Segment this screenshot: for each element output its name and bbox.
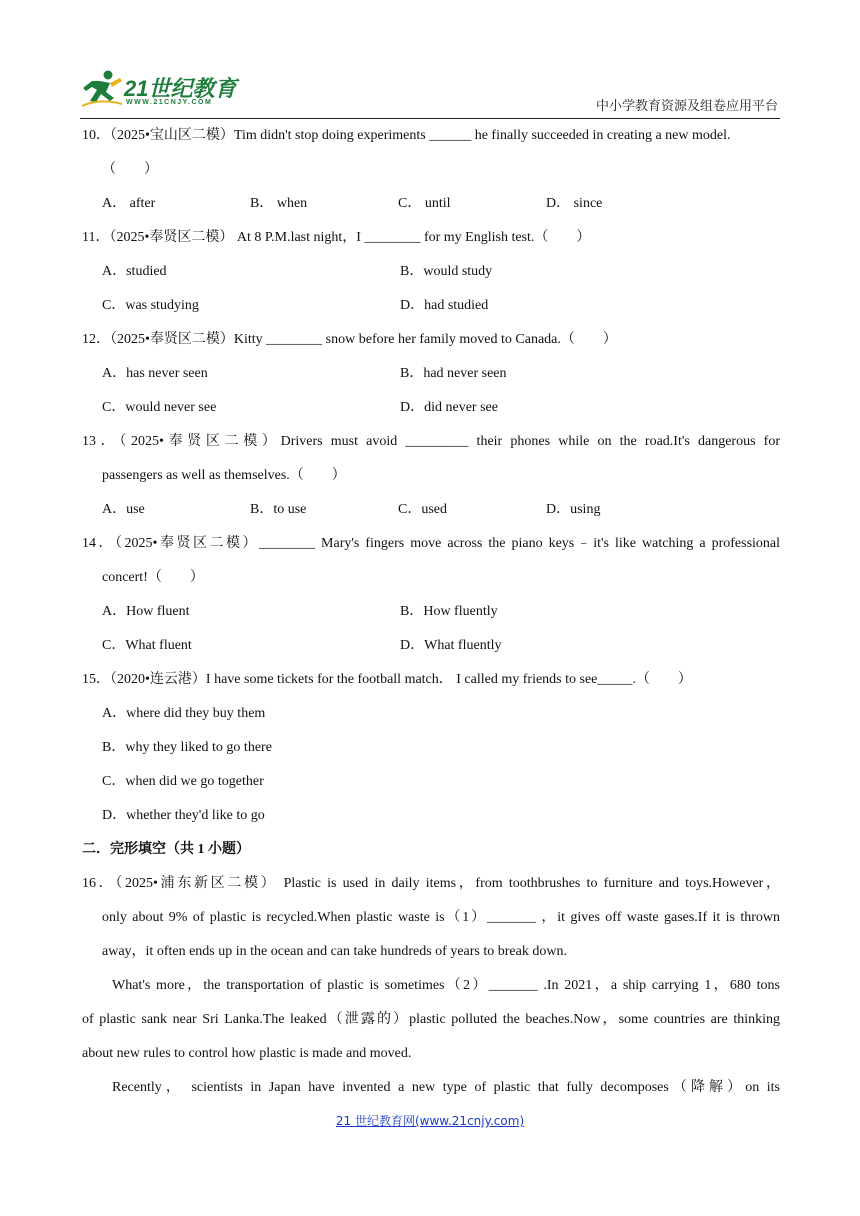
section-title: 二．完形填空（共 1 小题）: [82, 842, 250, 857]
runner-icon: [80, 68, 124, 108]
option-b[interactable]: B．why they liked to go there: [102, 740, 272, 755]
options-row: [82, 632, 780, 666]
question-16: 16．（2025•浦东新区二模） Plastic is used in daily items，from toothbrushes to furniture and toys.However， only about 9% of plastic is recycled.When plastic waste is（1）_______ ，it gives off waste gases.If it is thrown away，it often ends up in the ocean and can take hundreds of years to break down. What's more，the transportation of plastic is sometimes（2）_______ .In 2021，a ship carrying 1，680 tons of plastic sank near Sri Lanka.The leaked（泄露的）plastic polluted the beaches.Now，some countries are thinking about new rules to control how plastic is made and moved. Recently， scientists in Japan have invented a new type of plastic that fully decomposes（降解）on its: [82, 870, 780, 1108]
option-d[interactable]: D．using: [546, 502, 601, 517]
passage-line: away，it often ends up in the ocean and can take hundreds of years to break down.: [102, 944, 567, 959]
option-a[interactable]: A．where did they buy them: [102, 706, 266, 721]
question-text: ________ Mary's fingers move across the piano keys﹣it's like watching a professional: [259, 536, 780, 551]
option-b[interactable]: B．How fluently: [400, 604, 498, 619]
question-source: （2025•浦东新区二模）: [115, 876, 278, 891]
option-a[interactable]: A．use: [102, 502, 145, 517]
option-d[interactable]: D．did never see: [400, 400, 498, 415]
question-14: 14．（2025•奉贤区二模）________ Mary's fingers move across the piano keys﹣it's like watching a professional concert!（ ） A．How fluent B．How fluently C．What fluent D．What fluently: [82, 530, 780, 666]
option-b[interactable]: B． when: [250, 196, 308, 211]
option-c[interactable]: C．when did we go together: [102, 774, 264, 789]
question-number: 11: [82, 230, 96, 245]
passage-line: of plastic sank near Sri Lanka.The leaked（泄露的）plastic polluted the beaches.Now，some countries are thinking: [82, 1012, 780, 1027]
option-b[interactable]: B．would study: [400, 264, 493, 279]
option-a[interactable]: A． after: [102, 196, 156, 211]
option-a[interactable]: A．studied: [102, 264, 167, 279]
question-number: 10: [82, 128, 96, 143]
platform-title: 中小学教育资源及组卷应用平台: [595, 99, 778, 114]
question-12: 12．（2025•奉贤区二模）Kitty ________ snow before her family moved to Canada.（ ） A．has never seen B．had never seen C．would never see D．did never see: [82, 326, 780, 428]
question-text-cont: （ ）: [102, 162, 158, 177]
exam-content: [82, 122, 780, 1108]
question-number: 15: [82, 672, 96, 687]
question-source: （2025•宝山区二模）: [110, 128, 234, 143]
passage-line: What's more，the transportation of plastic is sometimes（2）_______ .In 2021，a ship carrying 1，680 tons: [112, 978, 780, 993]
option-b[interactable]: B．to use: [250, 502, 307, 517]
passage-line: about new rules to control how plastic is made and moved.: [82, 1046, 412, 1061]
question-source: （2025•奉贤区二模）: [119, 434, 281, 449]
question-number: 13: [82, 434, 96, 449]
options-row: [82, 190, 780, 224]
footer-link[interactable]: 21 世纪教育网(www.21cnjy.com): [335, 1114, 525, 1128]
question-source: （2025•奉贤区二模）: [109, 230, 234, 245]
question-11: 11．（2025•奉贤区二模） At 8 P.M.last night，I ________ for my English test.（ ） A．studied B．would study C．was studying D．had studied: [82, 224, 780, 326]
question-text: Drivers must avoid _________ their phones while on the road.It's dangerous for: [280, 434, 780, 449]
option-d[interactable]: D．had studied: [400, 298, 489, 313]
passage-line: Plastic is used in daily items，from toothbrushes to furniture and toys.However，: [277, 876, 780, 891]
question-number: 16: [82, 876, 96, 891]
option-c[interactable]: C．would never see: [102, 400, 217, 415]
question-13: 13．（2025•奉贤区二模）Drivers must avoid _________ their phones while on the road.It's dangerous for passengers as well as themselves.（ ） A．use B．to use C．used D．using: [82, 428, 780, 530]
question-text: At 8 P.M.last night，I ________ for my English test.（ ）: [233, 230, 591, 245]
logo-text: 21世纪教育: [124, 76, 237, 101]
question-number: 12: [82, 332, 96, 347]
question-text: I have some tickets for the football match． I called my friends to see_____.（ ）: [205, 672, 692, 687]
option-d[interactable]: D． since: [546, 196, 603, 211]
option-c[interactable]: C．was studying: [102, 298, 199, 313]
options-row: [82, 598, 780, 632]
option-c[interactable]: C．What fluent: [102, 638, 192, 653]
option-a[interactable]: A．has never seen: [102, 366, 208, 381]
options-row: [82, 496, 780, 530]
question-number: 14: [82, 536, 96, 551]
option-d[interactable]: D．What fluently: [400, 638, 502, 653]
options-row: [82, 360, 780, 394]
question-text: Kitty ________ snow before her family moved to Canada.（ ）: [233, 332, 617, 347]
question-text: Tim didn't stop doing experiments ______ he finally succeeded in creating a new model.: [233, 128, 731, 143]
question-source: （2025•奉贤区二模）: [115, 536, 260, 551]
site-logo: [80, 68, 250, 112]
question-text-cont: concert!（ ）: [102, 570, 204, 585]
logo-subtext: WWW.21CNJY.COM: [126, 99, 213, 106]
options-row: [82, 258, 780, 292]
option-a[interactable]: A．How fluent: [102, 604, 190, 619]
options-row: [82, 292, 780, 326]
question-15: 15．（2020•连云港）I have some tickets for the football match． I called my friends to see_____.（ ） A．where did they buy them B．why they liked to go there C．when did we go together D．whether they'd like to go: [82, 666, 780, 836]
options-row: [82, 394, 780, 428]
option-c[interactable]: C．used: [398, 502, 447, 517]
question-source: （2025•奉贤区二模）: [110, 332, 234, 347]
question-10: 10．（2025•宝山区二模）Tim didn't stop doing experiments ______ he finally succeeded in creating a new model. （ ） A． after B． when C． until D． since: [82, 122, 780, 224]
option-c[interactable]: C． until: [398, 196, 451, 211]
question-text-cont: passengers as well as themselves.（ ）: [102, 468, 346, 483]
option-b[interactable]: B．had never seen: [400, 366, 507, 381]
passage-line: only about 9% of plastic is recycled.When plastic waste is（1）_______ ，it gives off waste gases.If it is thrown: [102, 910, 780, 925]
option-d[interactable]: D．whether they'd like to go: [102, 808, 265, 823]
page-header: [80, 66, 780, 119]
question-source: （2020•连云港）: [110, 672, 206, 687]
passage-line: Recently， scientists in Japan have invented a new type of plastic that fully decomposes（降解）on its: [112, 1080, 780, 1095]
